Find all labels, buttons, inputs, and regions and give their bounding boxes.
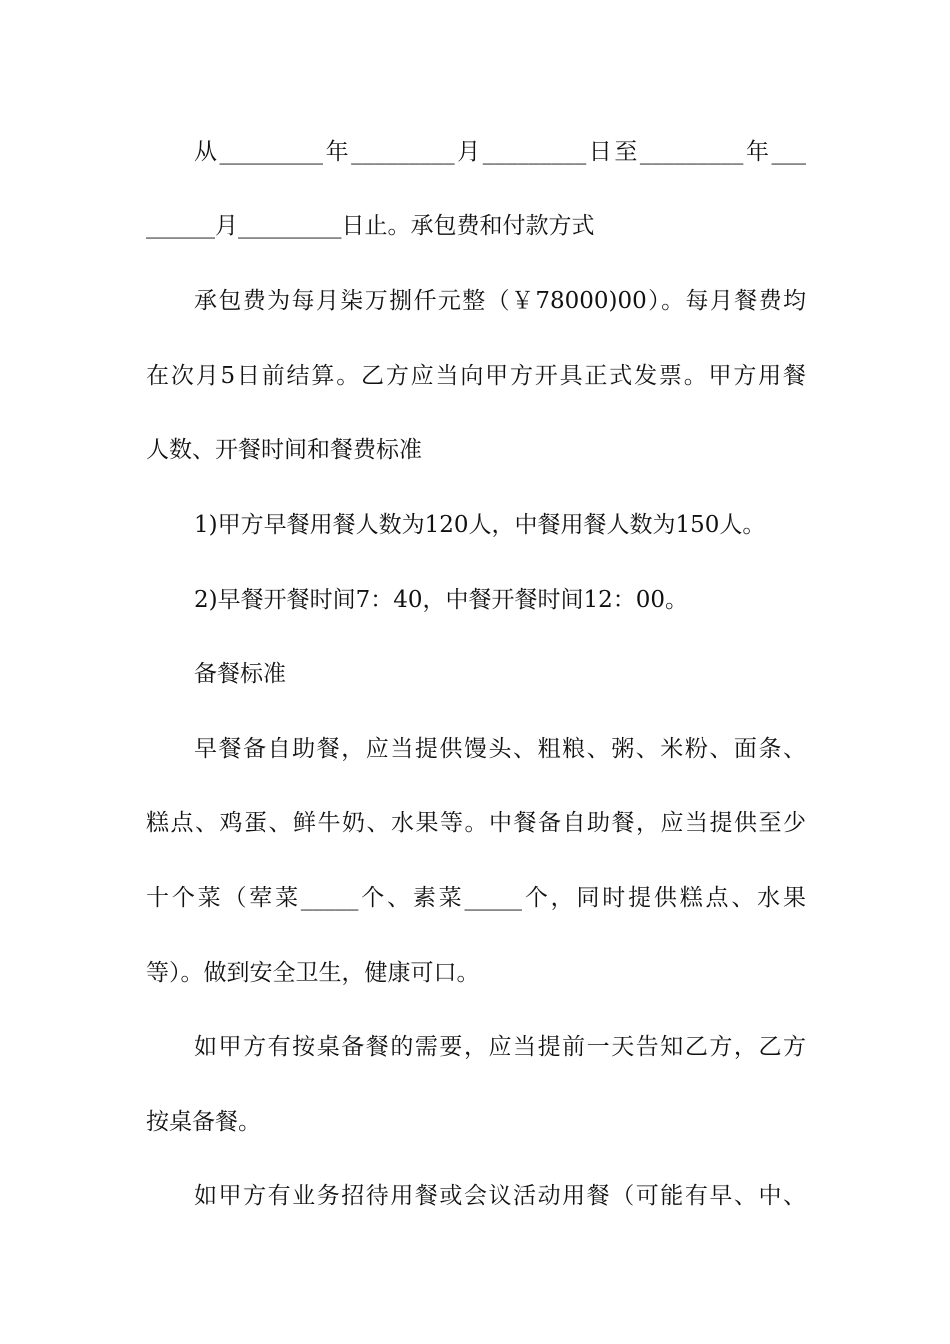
text-line: 如甲方有业务招待用餐或会议活动用餐（可能有早、中、 — [194, 1183, 806, 1209]
text-line: 在次月5日前结算。乙方应当向甲方开具正式发票。甲方用餐 — [146, 363, 806, 389]
text-line: 按桌备餐。 — [146, 1109, 261, 1135]
text-line: 1)甲方早餐用餐人数为120人，中餐用餐人数为150人。 — [194, 512, 766, 538]
text-line: 如甲方有按桌备餐的需要，应当提前一天告知乙方，乙方 — [194, 1034, 806, 1060]
text-line: ______月_________日止。承包费和付款方式 — [146, 213, 595, 239]
text-line: 承包费为每月柒万捌仟元整（￥78000)00）。每月餐费均 — [194, 288, 806, 314]
text-line: 早餐备自助餐，应当提供馒头、粗粮、粥、米粉、面条、 — [194, 736, 806, 762]
text-line: 等）。做到安全卫生，健康可口。 — [146, 960, 480, 986]
section-heading: 备餐标准 — [194, 661, 286, 687]
text-line: 十个菜（荤菜_____个、素菜_____个，同时提供糕点、水果 — [146, 885, 806, 911]
text-line: 糕点、鸡蛋、鲜牛奶、水果等。中餐备自助餐，应当提供至少 — [146, 810, 806, 836]
text-line: 2)早餐开餐时间7：40，中餐开餐时间12：00。 — [194, 587, 689, 613]
text-line: 人数、开餐时间和餐费标准 — [146, 437, 422, 463]
text-line: 从_________年_________月_________日至_________年___ — [194, 139, 806, 165]
